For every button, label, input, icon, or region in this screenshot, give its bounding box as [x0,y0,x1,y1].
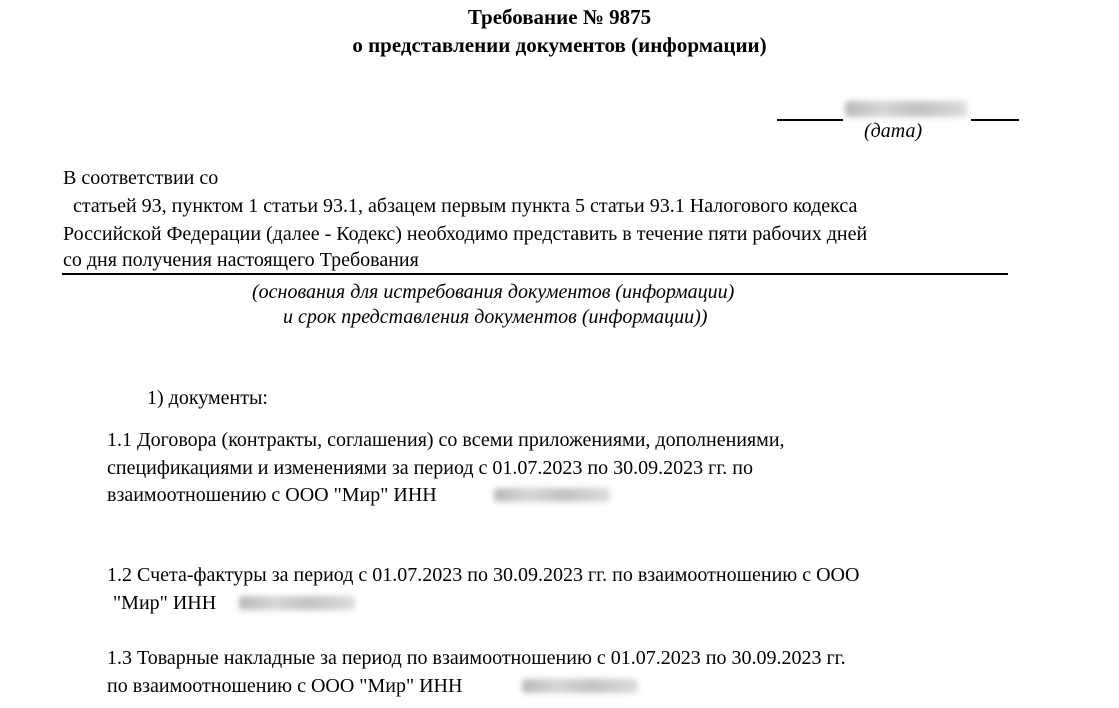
date-underline-right [971,119,1019,121]
item-1-1-line-2: спецификациями и изменениями за период с 01.07.2023 по 30.09.2023 гг. по [107,457,753,479]
inn-redacted-1 [494,488,610,502]
date-caption: (дата) [864,120,923,142]
item-1-2-line-1: 1.2 Счета-фактуры за период с 01.07.2023 по 30.09.2023 гг. по взаимоотношению с ООО [107,564,860,586]
basis-caption-line-1: (основания для истребования документов (информации) [252,281,735,303]
basis-line-2: статьей 93, пунктом 1 статьи 93.1, абзацем первым пункта 5 статьи 93.1 Налогового кодекса [73,195,858,217]
item-1-1-line-3: взаимоотношению с ООО "Мир" ИНН [107,484,437,506]
basis-caption-line-2: и срок представления документов (информации)) [283,306,708,328]
basis-underline [62,273,1008,275]
item-1-2-line-2: "Мир" ИНН [113,592,217,614]
document-subtitle: о представлении документов (информации) [352,33,767,57]
basis-line-1: В соответствии со [63,167,219,189]
date-redacted [845,101,967,117]
inn-redacted-2 [239,596,355,610]
item-1-3-line-1: 1.3 Товарные накладные за период по взаимоотношению с 01.07.2023 по 30.09.2023 гг. [107,647,846,669]
item-1-3-line-2: по взаимоотношению с ООО "Мир" ИНН [107,675,463,697]
section-header: 1) документы: [147,387,268,409]
inn-redacted-3 [522,679,638,693]
date-underline-left [777,119,843,121]
basis-line-3: Российской Федерации (далее - Кодекс) необходимо представить в течение пяти рабочих дней [63,223,868,245]
document-title: Требование № 9875 [467,5,652,29]
item-1-1-line-1: 1.1 Договора (контракты, соглашения) со всеми приложениями, дополнениями, [107,429,785,451]
basis-line-4: со дня получения настоящего Требования [63,249,419,271]
